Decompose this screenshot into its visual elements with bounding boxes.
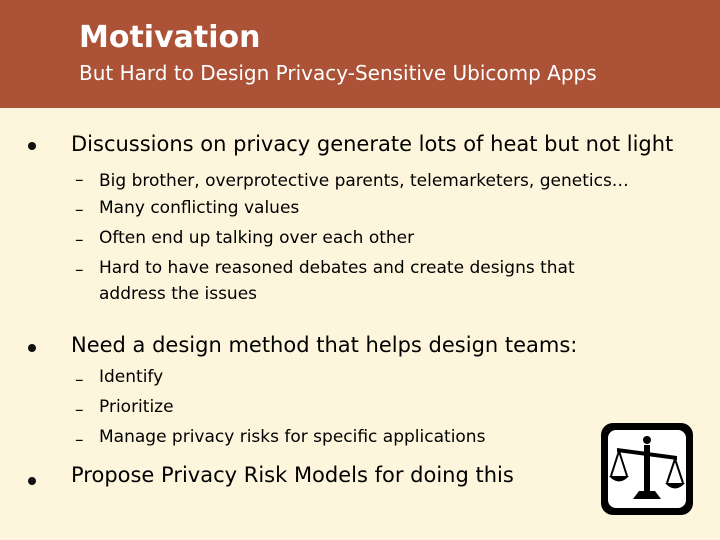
slide-title: Motivation [79, 20, 261, 55]
bullet-text: Propose Privacy Risk Models for doing this [71, 463, 514, 487]
dash-marker: – [75, 260, 84, 280]
dash-marker: – [75, 430, 84, 450]
sub-bullet-text: Many conflicting values [99, 198, 300, 218]
dash-marker: – [75, 200, 84, 220]
slide-header [0, 0, 720, 108]
sub-bullet-text: Hard to have reasoned debates and create designs that address the issues [99, 258, 575, 304]
bullet-dot [28, 477, 36, 485]
slide-subtitle: But Hard to Design Privacy-Sensitive Ubicomp Apps [79, 61, 597, 85]
bullet-text: Need a design method that helps design teams: [71, 333, 578, 357]
dash-marker: – [75, 370, 84, 390]
scales-of-justice-icon [599, 421, 695, 517]
sub-bullet-text: Manage privacy risks for specific applications [99, 427, 486, 447]
bullet-dot [28, 142, 36, 150]
dash-marker: – [75, 170, 84, 190]
bullet-text: Discussions on privacy generate lots of heat but not light [71, 132, 674, 156]
sub-bullet-text: Prioritize [99, 397, 174, 417]
dash-marker: – [75, 230, 84, 250]
sub-bullet-text: Big brother, overprotective parents, telemarketers, genetics… [99, 171, 629, 191]
sub-bullet-text: Identify [99, 367, 164, 387]
dash-marker: – [75, 400, 84, 420]
bullet-dot [28, 344, 36, 352]
sub-bullet-text: Often end up talking over each other [99, 228, 415, 248]
